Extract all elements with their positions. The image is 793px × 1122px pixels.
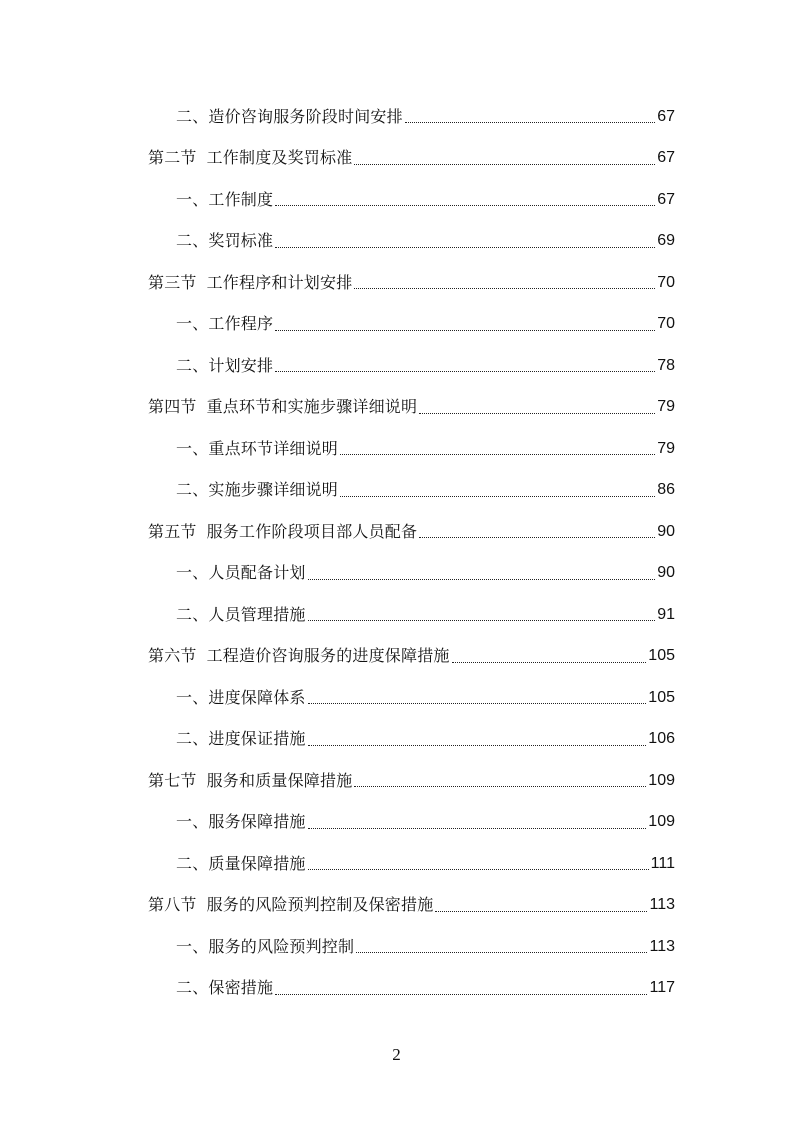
toc-dot-leader <box>340 496 655 497</box>
toc-entry-heading <box>148 895 433 915</box>
toc-entry-title: 服务工作阶段项目部人员配备 <box>206 521 418 541</box>
toc-entry-page: 90 <box>657 522 675 540</box>
toc-entry[interactable] <box>148 926 675 968</box>
toc-dot-leader <box>308 703 647 704</box>
toc-entry[interactable] <box>148 345 675 387</box>
toc-entry-title: 二、计划安排 <box>176 355 274 375</box>
toc-entry-page: 79 <box>657 439 675 457</box>
toc-entry[interactable] <box>148 968 675 1010</box>
toc-entry[interactable] <box>148 138 675 180</box>
toc-entry-page: 111 <box>650 854 675 872</box>
toc-entry-page: 113 <box>649 937 675 955</box>
toc-section-number: 第二节 <box>148 148 197 168</box>
toc-entry-page: 91 <box>657 605 675 623</box>
toc-entry-title: 一、工作程序 <box>176 314 274 334</box>
toc-entry[interactable] <box>148 636 675 678</box>
toc-dot-leader <box>452 662 647 663</box>
toc-entry-page: 106 <box>648 730 675 748</box>
toc-entry-page: 109 <box>648 813 675 831</box>
toc-section-number: 第六节 <box>148 646 197 666</box>
toc-entry-title: 工程造价咨询服务的进度保障措施 <box>206 646 450 666</box>
toc-entry-page: 86 <box>657 481 675 499</box>
toc-entry-title: 一、人员配备计划 <box>176 563 306 583</box>
toc-entry-heading <box>148 646 450 666</box>
toc-entry-heading <box>148 522 417 542</box>
toc-dot-leader <box>435 911 647 912</box>
toc-entry[interactable] <box>148 262 675 304</box>
toc-entry[interactable] <box>148 179 675 221</box>
toc-dot-leader <box>308 745 647 746</box>
toc-entry-title: 服务和质量保障措施 <box>206 770 353 790</box>
toc-entry[interactable] <box>148 553 675 595</box>
toc-entry-page: 67 <box>657 190 675 208</box>
toc-entry-title: 一、重点环节详细说明 <box>176 438 339 458</box>
toc-entry-title: 一、进度保障体系 <box>176 687 306 707</box>
toc-entry-title: 二、进度保证措施 <box>176 729 306 749</box>
toc-entry[interactable] <box>148 677 675 719</box>
toc-entry[interactable] <box>148 760 675 802</box>
toc-section-number: 第五节 <box>148 521 197 541</box>
toc-entry-heading <box>148 273 352 293</box>
toc-section-number: 第三节 <box>148 272 197 292</box>
toc-entry[interactable] <box>148 387 675 429</box>
toc-entry[interactable] <box>148 96 675 138</box>
toc-entry-title: 重点环节和实施步骤详细说明 <box>206 397 418 417</box>
toc-entry-title: 工作制度及奖罚标准 <box>206 148 353 168</box>
toc-entry-page: 67 <box>657 107 675 125</box>
toc-entry-title: 一、服务保障措施 <box>176 812 306 832</box>
toc-entry-page: 78 <box>657 356 675 374</box>
toc-entry-title: 二、质量保障措施 <box>176 853 306 873</box>
toc-entry[interactable] <box>148 428 675 470</box>
toc-entry-page: 105 <box>648 688 675 706</box>
toc-entry[interactable] <box>148 470 675 512</box>
toc-dot-leader <box>308 869 649 870</box>
toc-dot-leader <box>275 330 655 331</box>
toc-entry[interactable] <box>148 511 675 553</box>
toc-section-number: 第四节 <box>148 397 197 417</box>
toc-entry-page: 117 <box>649 979 675 997</box>
toc-dot-leader <box>275 205 655 206</box>
toc-entry-page: 113 <box>649 896 675 914</box>
toc-entry[interactable] <box>148 594 675 636</box>
toc-entry-page: 109 <box>648 771 675 789</box>
toc-entry-page: 105 <box>648 647 675 665</box>
toc-section-number: 第八节 <box>148 895 197 915</box>
toc-entry[interactable] <box>148 843 675 885</box>
toc-entry-title: 一、工作制度 <box>176 189 274 209</box>
toc-dot-leader <box>275 371 655 372</box>
toc-dot-leader <box>354 288 655 289</box>
toc-section-number: 第七节 <box>148 770 197 790</box>
toc-entry-page: 70 <box>657 273 675 291</box>
toc-entry-title: 服务的风险预判控制及保密措施 <box>206 895 434 915</box>
toc-entry-title: 二、实施步骤详细说明 <box>176 480 339 500</box>
toc-dot-leader <box>308 620 656 621</box>
toc-entry-title: 一、服务的风险预判控制 <box>176 936 355 956</box>
toc-entry[interactable] <box>148 885 675 927</box>
toc-entry-page: 79 <box>657 398 675 416</box>
toc-dot-leader <box>405 122 655 123</box>
toc-dot-leader <box>419 413 655 414</box>
toc-dot-leader <box>354 164 655 165</box>
toc-entry-title: 二、人员管理措施 <box>176 604 306 624</box>
toc-entry-heading <box>148 148 352 168</box>
toc-entry[interactable] <box>148 221 675 263</box>
toc-dot-leader <box>308 579 656 580</box>
toc-entry-title: 二、奖罚标准 <box>176 231 274 251</box>
toc-dot-leader <box>308 828 647 829</box>
toc-entry-title: 二、保密措施 <box>176 978 274 998</box>
toc-dot-leader <box>275 994 647 995</box>
toc-dot-leader <box>354 786 646 787</box>
toc-dot-leader <box>419 537 655 538</box>
toc-entry-heading <box>148 771 352 791</box>
page-number: 2 <box>392 1045 401 1064</box>
toc-entry[interactable] <box>148 802 675 844</box>
toc-entry-page: 67 <box>657 149 675 167</box>
toc-entry-title: 工作程序和计划安排 <box>206 272 353 292</box>
toc-entry-page: 90 <box>657 564 675 582</box>
toc-entry-page: 70 <box>657 315 675 333</box>
toc-dot-leader <box>340 454 655 455</box>
table-of-contents <box>148 96 675 1009</box>
toc-entry-heading <box>148 397 417 417</box>
toc-dot-leader <box>356 952 647 953</box>
toc-entry-title: 二、造价咨询服务阶段时间安排 <box>176 106 403 126</box>
toc-entry[interactable] <box>148 304 675 346</box>
toc-entry[interactable] <box>148 719 675 761</box>
toc-dot-leader <box>275 247 655 248</box>
toc-entry-page: 69 <box>657 232 675 250</box>
